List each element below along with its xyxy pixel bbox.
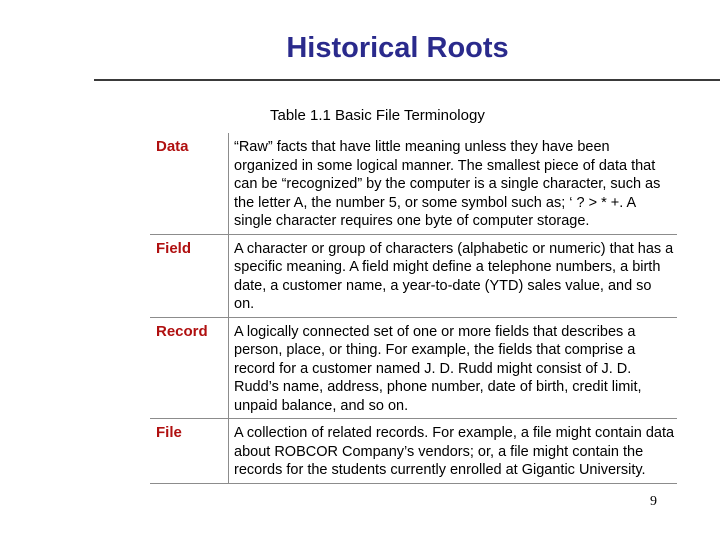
term-definition: “Raw” facts that have little meaning unless they have been organized in some logical manner. The smallest piece of data that can be “recognized” by the computer is a single character, such as the letter A, the number 5, or some symbol such as; ‘ ? > * +. A single character requires one byte of computer storage. [228,133,677,234]
table-caption: Table 1.1 Basic File Terminology [270,107,485,124]
term-label: Data [156,138,189,155]
term-label: Record [156,322,208,340]
table-row [150,235,677,318]
page-number: 9 [650,494,657,509]
table-row [150,318,677,420]
terminology-table [150,133,677,484]
slide-title: Historical Roots [286,32,509,64]
term-label: File [156,424,182,441]
table-row [150,133,677,235]
term-definition: A logically connected set of one or more fields that describes a person, place, or thing. For example, the fields that comprise a record for a customer named J. D. Rudd might consist of J. D. Rudd’s name, address, phone number, date of birth, credit limit, unpaid balance, and so on. [228,318,677,419]
term-definition: A character or group of characters (alphabetic or numeric) that has a specific meaning. A field might define a telephone numbers, a birth date, a customer name, a year-to-date (YTD) sales value, and so on. [228,235,677,317]
title-divider [94,79,720,81]
table-row [150,419,677,484]
term-label: Field [156,239,192,257]
term-definition: A collection of related records. For example, a file might contain data about ROBCOR Company’s vendors; or, a file might contain the records for the students currently enrolled at Gigantic University. [228,419,677,483]
